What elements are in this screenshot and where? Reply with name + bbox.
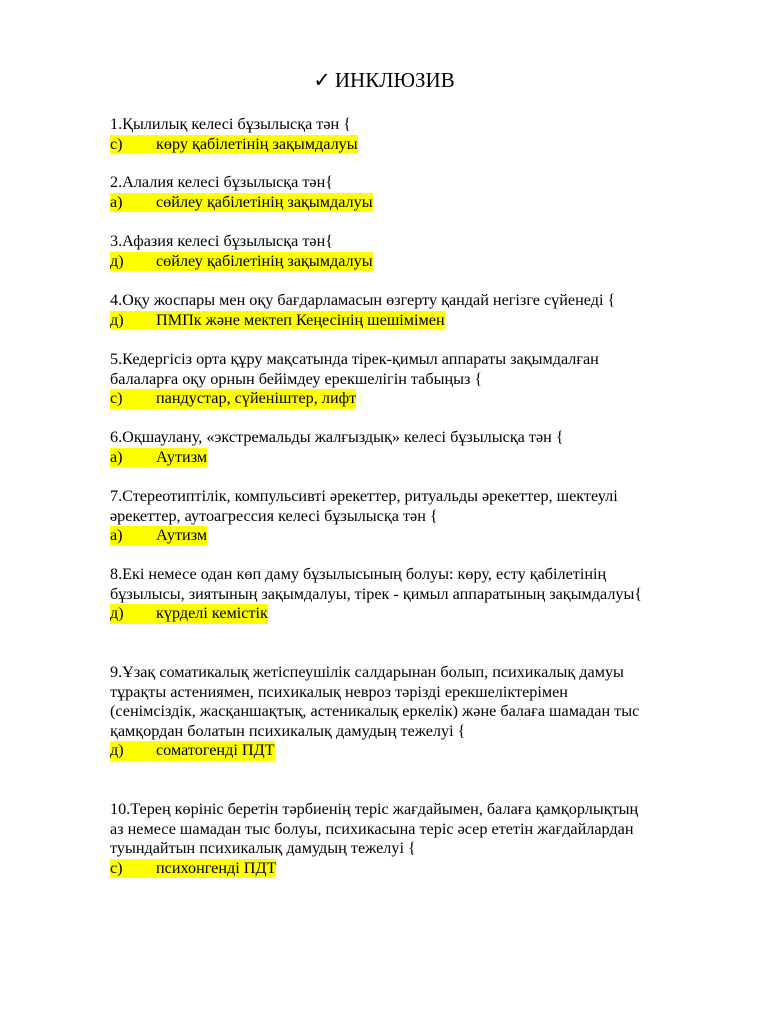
answer-text: сөйлеу қабілетінің зақымдалуы [156, 251, 373, 270]
question-text-line: 4.Оқу жоспары мен оқу бағдарламасын өзгерту қандай негізге сүйенеді { [110, 291, 616, 309]
question-7 [110, 487, 710, 546]
answer-text: соматогенді ПДТ [156, 741, 275, 760]
answer-letter: а) [110, 447, 123, 466]
answer-text: психонгенді ПДТ [156, 858, 277, 877]
answer-highlight [110, 252, 373, 272]
question-text-line: туындайтын психикалық дамудың тежелуі { [110, 839, 416, 858]
answer-highlight [110, 135, 358, 155]
answer-letter: а) [110, 526, 123, 545]
answer-letter: д) [110, 251, 124, 270]
question-text-line: 3.Афазия келесі бұзылысқа тән{ [110, 232, 334, 250]
answer-text: Аутизм [156, 447, 208, 466]
question-text-line: 2.Алалия келесі бұзылысқа тән{ [110, 173, 334, 191]
answer-letter: д) [110, 741, 124, 760]
answer-highlight [110, 311, 445, 331]
question-text-line: бұзылысы, зиятының зақымдалуы, тірек - қимыл аппаратының зақымдалуы{ [110, 584, 643, 603]
question-2 [110, 173, 710, 212]
answer-text: пандустар, сүйеніштер, лифт [156, 389, 357, 408]
question-5 [110, 350, 710, 409]
document-title [0, 66, 768, 94]
question-9 [110, 663, 710, 761]
answer-letter: д) [110, 310, 124, 329]
answer-text: Аутизм [156, 526, 208, 545]
question-text-line: 10.Терең көрініс беретін тәрбиенің теріс жағдайымен, балаға қамқорлықтың [110, 800, 639, 818]
question-6 [110, 428, 710, 467]
question-text-line: 1.Қылилық келесі бұзылысқа тән { [110, 115, 352, 133]
checkmark-icon: ✓ [313, 68, 331, 92]
answer-text: ПМПк және мектеп Кеңесінің шешімімен [156, 310, 445, 329]
question-text-line: 6.Оқшаулану, «экстремальды жалғыздық» келесі бұзылысқа тән { [110, 428, 564, 446]
answer-highlight [110, 604, 268, 624]
answer-letter: а) [110, 192, 123, 211]
answer-highlight [110, 193, 373, 213]
answer-highlight [110, 859, 276, 879]
question-text-line: 9.Ұзақ соматикалық жетіспеушілік салдарынан болып, психикалық дамуы [110, 663, 624, 681]
question-text-line: 5.Кедергісіз орта құру мақсатында тірек-қимыл аппараты зақымдалған [110, 350, 599, 368]
question-text-line: тұрақты астениямен, психикалық невроз тәрізді ерекшеліктерімен [110, 682, 568, 701]
answer-highlight [110, 741, 275, 761]
question-3 [110, 232, 710, 271]
answer-letter: с) [110, 389, 123, 408]
question-text-line: 7.Стереотиптілік, компульсивті әрекеттер, ритуальды әрекеттер, шектеулі [110, 487, 618, 505]
question-text-line: (сенімсіздік, жасқаншақтық, астеникалық еркелік) және балаға шамадан тыс [110, 702, 640, 721]
answer-text: күрделі кемістік [156, 604, 268, 623]
question-1 [110, 115, 710, 154]
question-text-line: балаларға оқу орнын бейімдеу ерекшелігін табыңыз { [110, 369, 483, 388]
question-text-line: аз немесе шамадан тыс болуы, психикасына теріс әсер ететін жағдайлардан [110, 819, 634, 838]
answer-text: сөйлеу қабілетінің зақымдалуы [156, 192, 373, 211]
question-text-line: қамқордан болатын психикалық дамудың тежелуі { [110, 721, 466, 740]
answer-letter: с) [110, 858, 123, 877]
question-10 [110, 800, 710, 878]
answer-highlight [110, 526, 207, 546]
answer-highlight [110, 448, 207, 468]
document-title-text: ИНКЛЮЗИВ [334, 68, 455, 92]
question-4 [110, 291, 710, 330]
question-text-line: 8.Екі немесе одан көп даму бұзылысының болуы: көру, есту қабілетінің [110, 565, 607, 583]
question-text-line: әрекеттер, аутоагрессия келесі бұзылысқа тән { [110, 506, 438, 525]
answer-text: көру қабілетінің зақымдалуы [156, 134, 358, 153]
answer-letter: с) [110, 134, 123, 153]
answer-highlight [110, 389, 356, 409]
question-8 [110, 565, 710, 624]
answer-letter: д) [110, 604, 124, 623]
